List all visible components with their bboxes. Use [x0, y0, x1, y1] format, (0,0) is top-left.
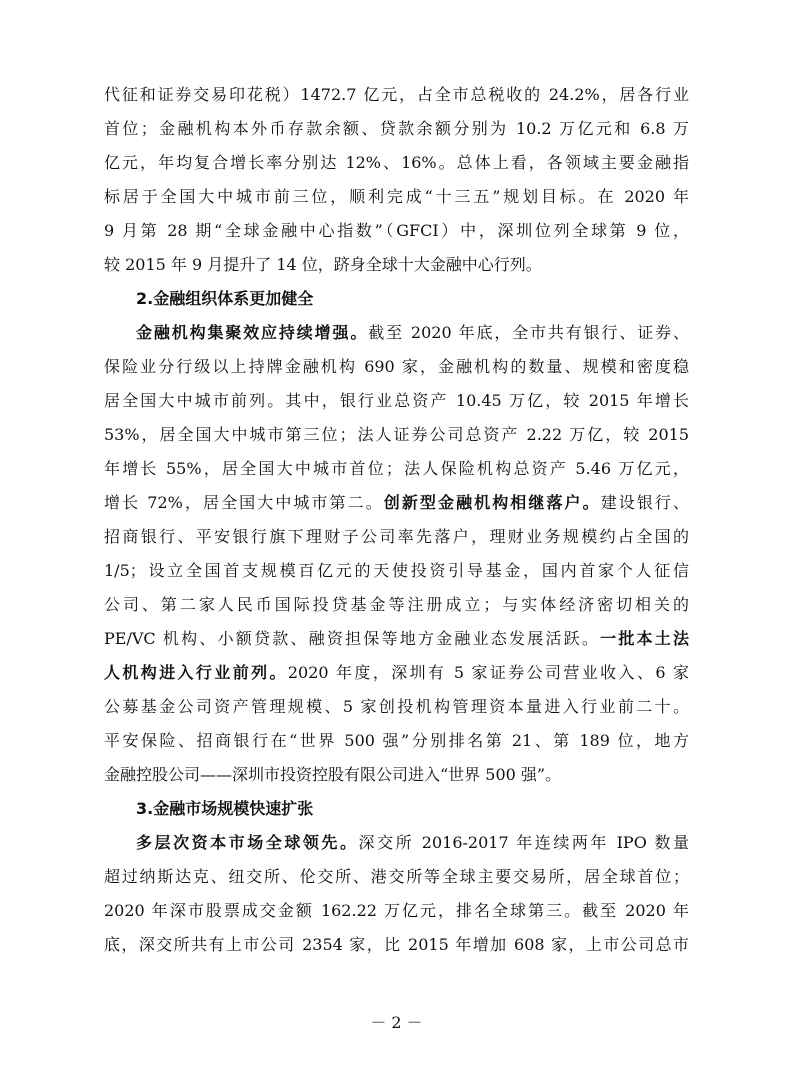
bold-lead: 创新型金融机构相继落户。: [383, 493, 601, 512]
bold-lead: 金融机构集聚效应持续增强。: [136, 323, 369, 342]
paragraph-first-line: [104, 826, 689, 860]
text-line: 保险业分行级以上持牌金融机构 690 家，金融机构的数量、规模和密度稳: [104, 357, 689, 376]
page-number: － 2 －: [370, 1013, 423, 1032]
text-line-mixed: [104, 486, 689, 520]
paragraph-first-line: [104, 316, 689, 350]
text-span: 深交所 2016-2017 年连续两年 IPO 数量: [358, 833, 689, 852]
text-line: 居全国大中城市前列。其中，银行业总资产 10.45 万亿，较 2015 年增长: [104, 391, 689, 410]
text-line: 亿元，年均复合增长率分别达 12%、16%。总体上看，各领域主要金融指: [104, 153, 689, 172]
text-line: 平安保险、招商银行在“世界 500 强”分别排名第 21、第 189 位，地方: [104, 731, 689, 750]
text-span: 2020 年度，深圳有 5 家证券公司营业收入、6 家: [287, 663, 689, 682]
text-line: 招商银行、平安银行旗下理财子公司率先落户，理财业务规模约占全国的: [104, 527, 689, 546]
section-heading: 3.金融市场规模快速扩张: [136, 799, 314, 818]
text-line: 首位；金融机构本外币存款余额、贷款余额分别为 10.2 万亿元和 6.8 万: [104, 119, 689, 138]
text-line: 公司、第二家人民币国际投贷基金等注册成立；与实体经济密切相关的: [104, 595, 689, 614]
bold-lead: 人机构进入行业前列。: [104, 663, 288, 682]
text-line: 标居于全国大中城市前三位，顺利完成“十三五”规划目标。在 2020 年: [104, 187, 689, 206]
text-line: 9 月第 28 期“全球金融中心指数”（GFCI）中，深圳位列全球第 9 位，: [104, 221, 689, 240]
text-line: 金融控股公司——深圳市投资控股有限公司进入“世界 500 强”。: [104, 765, 562, 784]
text-span: PE/VC 机构、小额贷款、融资担保等地方金融业态发展活跃。: [104, 629, 601, 648]
text-line: 年增长 55%，居全国大中城市首位；法人保险机构总资产 5.46 万亿元，: [104, 459, 689, 478]
text-line: 代征和证券交易印花税）1472.7 亿元，占全市总税收的 24.2%，居各行业: [104, 85, 689, 104]
text-span: 建设银行、: [600, 493, 689, 512]
text-line: 1/5；设立全国首支规模百亿元的天使投资引导基金，国内首家个人征信: [104, 561, 689, 580]
text-line: 底，深交所共有上市公司 2354 家，比 2015 年增加 608 家，上市公司总市: [104, 935, 689, 954]
text-line: 较 2015 年 9 月提升了 14 位，跻身全球十大金融中心行列。: [104, 255, 542, 274]
text-line-mixed: [104, 622, 689, 656]
bold-lead: 多层次资本市场全球领先。: [136, 833, 359, 852]
section-heading: 2.金融组织体系更加健全: [136, 289, 314, 308]
text-line: 超过纳斯达克、纽交所、伦交所、港交所等全球主要交易所，居全球首位；: [104, 867, 689, 886]
body-text: [104, 78, 689, 962]
text-line: 公募基金公司资产管理规模、5 家创投机构管理资本量进入行业前二十。: [104, 697, 689, 716]
bold-lead: 一批本土法: [600, 629, 689, 648]
text-line: 53%，居全国大中城市第三位；法人证券公司总资产 2.22 万亿，较 2015: [104, 425, 689, 444]
text-line: 2020 年深市股票成交金额 162.22 万亿元，排名全球第三。截至 2020 年: [104, 901, 689, 920]
text-span: 增长 72%，居全国大中城市第二。: [104, 493, 384, 512]
text-span: 截至 2020 年底，全市共有银行、证券、: [368, 323, 689, 342]
text-line-mixed: [104, 656, 689, 690]
